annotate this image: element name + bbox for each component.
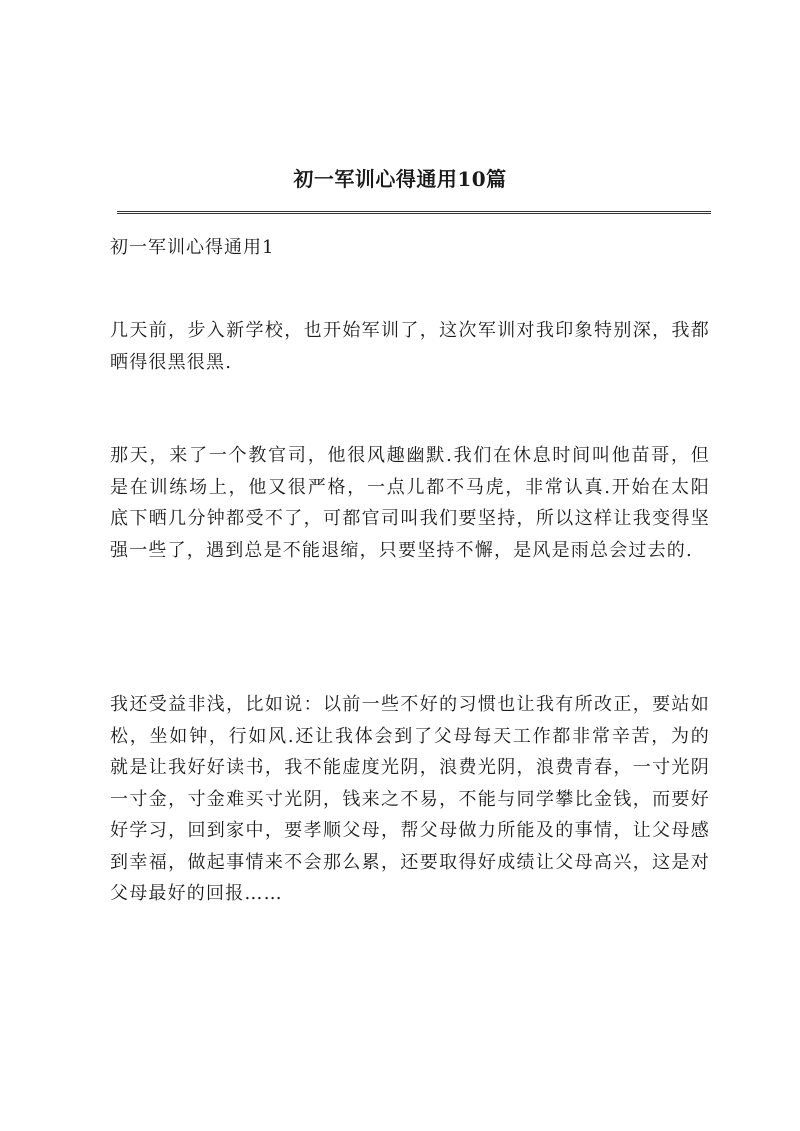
title-divider: [117, 211, 711, 214]
body-paragraph-2: 那天，来了一个教官司，他很风趣幽默.我们在休息时间叫他苗哥，但是在训练场上，他又很严格，一点儿都不马虎，非常认真.开始在太阳底下晒几分钟都受不了，可都官司叫我们要坚持，所以这样让我变得坚强一些了，遇到总是不能退缩，只要坚持不懈，是风是雨总会过去的.: [110, 445, 710, 561]
body-paragraph-1: 几天前，步入新学校，也开始军训了，这次军训对我印象特别深，我都晒得很黑很黑.: [110, 320, 710, 373]
body-paragraph-3: 我还受益非浅，比如说：以前一些不好的习惯也让我有所改正，要站如松，坐如钟，行如风.还让我体会到了父母每天工作都非常辛苦，为的就是让我好好读书，我不能虚度光阴，浪费光阴，浪费青春，一寸光阴一寸金，寸金难买寸光阴，钱来之不易，不能与同学攀比金钱，而要好好学习，回到家中，要孝顺父母，帮父母做力所能及的事情，让父母感到幸福，做起事情来不会那么累，还要取得好成绩让父母高兴，这是对父母最好的回报……: [110, 694, 710, 904]
document-title: 初一军训心得通用10篇: [293, 167, 507, 191]
section-heading: 初一军训心得通用1: [110, 237, 275, 258]
